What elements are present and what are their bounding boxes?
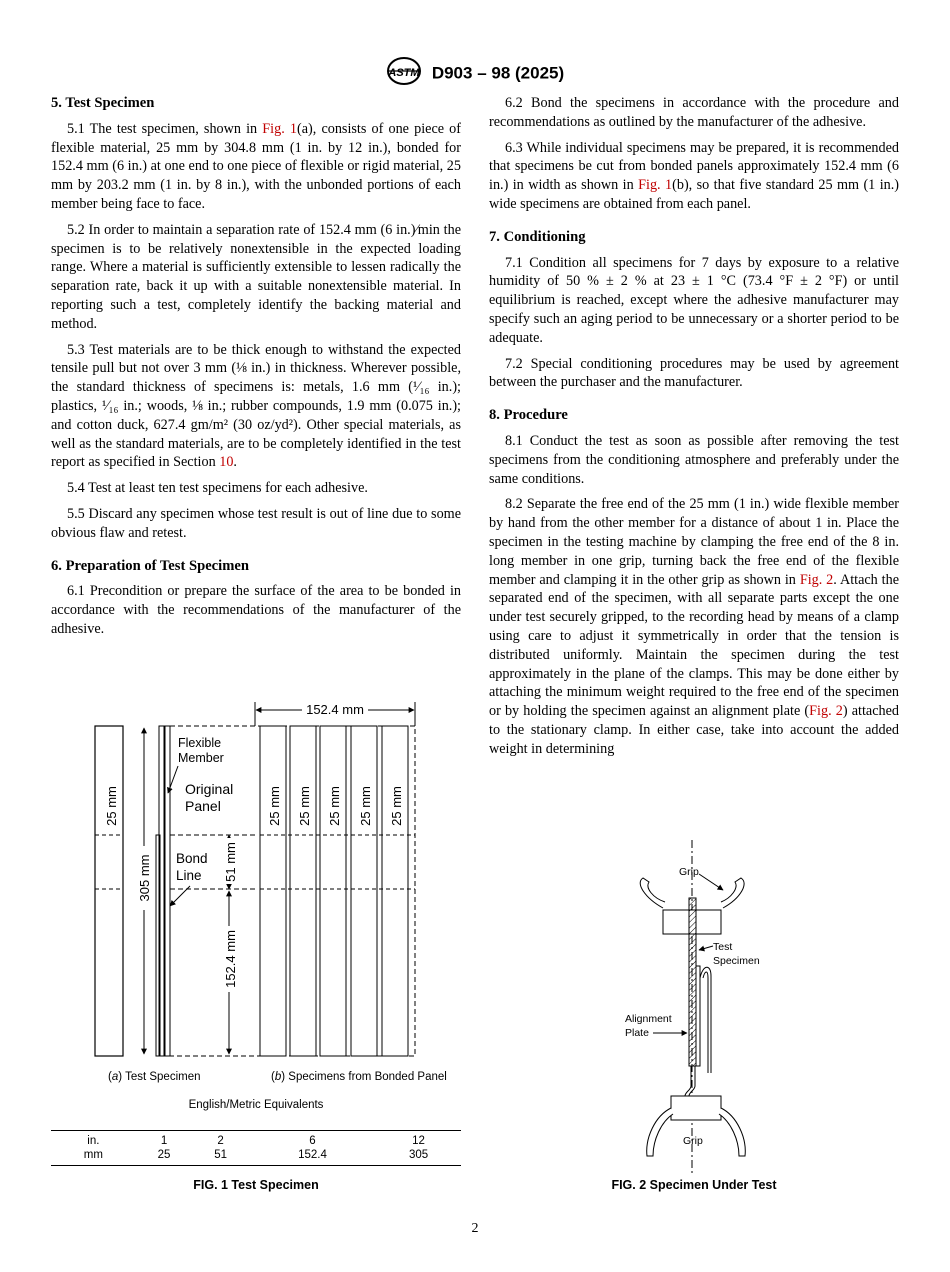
fig1-link[interactable]: Fig. 1 (262, 120, 298, 137)
label-flexible: Flexible (178, 736, 222, 750)
page-number: 2 (471, 1221, 479, 1236)
dim-25-b3: 25 mm (327, 786, 342, 826)
label-original: Original (185, 781, 234, 797)
paragraph-5-3: 5.3 Test materials are to be thick enough to withstand the expected tensile pull but not over 3 mm (⅛ in.) in thickness. Wherever possible, the standard thickness of specimens is: metals, 1.6 mm (¹⁄₁₆ in.); plastics, ¹⁄₁₆ in.; woods, ⅛ in.; rubber compounds, 1.9 mm (0.075 in.); and cotton duck, 627.4 gm/m² (30 oz/yd²). Other special materials, as well as the standard materials, are to be completely identified in the test report as specified in Section 10. (51, 341, 461, 471)
fig2-drawing (615, 838, 795, 1178)
section-6-title: 6. Preparation of Test Specimen (51, 557, 249, 574)
paragraph-5-1: 5.1 The test specimen, shown in Fig. 1(a), consists of one piece of flexible material, 25 mm by 304.8 mm (1 in. by 12 in.), bonded for 152.4 mm (6 in.) at one end to one piece of flexible or rigid material, 25 mm by 203.2 mm (1 in. by 8 in.), with the unbonded portions of each member being face to face. (51, 120, 461, 212)
table-row: mm 25 51 152.4 305 (83, 1149, 429, 1161)
dim-25-b1: 25 mm (267, 786, 282, 826)
dim-25-b4: 25 mm (358, 786, 373, 826)
paragraph-8-1: 8.1 Conduct the test as soon as possible after removing the test specimens from the conditioning atmosphere and preferably under the same conditions. (489, 432, 899, 487)
paragraph-5-2: 5.2 In order to maintain a separation rate of 152.4 mm (6 in.)⁄min the specimen is to be relatively nonextensible in the expected loading range. Where a material is sufficiently extensible to lessen radically the separation rate, back it up with a suitable nonextensible material. In reporting such a test, completely identify the backing material and method. (51, 221, 461, 332)
paragraph-6-1: 6.1 Precondition or prepare the surface of the area to be bonded in accordance with the recommendations of the manufacturer of the adhesive. (51, 583, 461, 637)
dim-305: 305 mm (137, 854, 152, 902)
table-row: in. 1 2 6 12 (87, 1135, 425, 1147)
paragraph-6-2: 6.2 Bond the specimens in accordance with the procedure and recommendations as outlined by the manufacturer of the adhesive. (489, 95, 899, 130)
paragraph-6-3: 6.3 While individual specimens may be prepared, it is recommended that specimens be cut from bonded panels approximately 152.4 mm (6 in.) in width as shown in Fig. 1(b), so that five standard 25 mm (1 in.) wide specimens are obtained from each panel. (489, 139, 900, 212)
fig1-caption: FIG. 1 Test Specimen (193, 1178, 319, 1192)
paragraph-7-2: 7.2 Special conditioning procedures may be used by agreement between the purchaser and the manufacturer. (489, 355, 899, 391)
section-5-title: 5. Test Specimen (51, 95, 155, 111)
fig2-grip-top: Grip (679, 866, 699, 878)
section-8-title: 8. Procedure (489, 407, 568, 424)
section-10-link[interactable]: 10 (219, 454, 234, 471)
panel-strips (260, 726, 415, 1056)
paragraph-5-4: 5.4 Test at least ten test specimens for each adhesive. (67, 480, 368, 497)
section-7-title: 7. Conditioning (489, 228, 586, 245)
page-header (0, 56, 950, 91)
fig2-plate: Plate (625, 1027, 649, 1039)
label-line: Line (176, 868, 202, 883)
dim-51: 51 mm (223, 842, 238, 882)
fig2-link-2[interactable]: Fig. 2 (809, 703, 843, 720)
dim-25-a: 25 mm (104, 786, 119, 826)
paragraph-8-2: 8.2 Separate the free end of the 25 mm (1 in.) wide flexible member by hand from the other member for a distance of about 1 in. Place the specimen in the testing machine by clamping the free end of the 8 in. long member in one grip, turning back the free end of the flexible member and clamping it in the other grip as shown in Fig. 2. Attach the separated end of the specimen, with all separate parts except the one under test securely gripped, to the recording head by means of a clamp using care to adjust it symmetrically in order that the tension is distributed uniformly. Maintain the specimen during the test approximately in the plane of the clamps. This may be done either by attaching the minimum weight required to the free end of the specimen or by holding the specimen against an alignment plate (Fig. 2) attached to the stationary clamp. In either case, take into account the added weight in determining (489, 496, 899, 757)
dim-25-b2: 25 mm (297, 786, 312, 826)
astm-logo-icon (386, 56, 422, 91)
fig2-grip-bottom: Grip (683, 1135, 703, 1147)
fig1-link-2[interactable]: Fig. 1 (638, 177, 673, 194)
fig2-caption: FIG. 2 Specimen Under Test (611, 1178, 777, 1192)
right-column (489, 94, 899, 766)
dim-152-4-top: 152.4 mm (306, 702, 364, 717)
left-column (51, 94, 461, 646)
fig1b-label: (b) Specimens from Bonded Panel (271, 1071, 447, 1083)
paragraph-7-1: 7.1 Condition all specimens for 7 days by exposure to a relative humidity of 50 % ± 2 % at 23 ± 1 °C (73.4 °F ± 2 °F) or until equilibrium is reached, except where the adhesive manufacturer may specify such an aging period to be unnecessary or a shorter period to be adequate. (489, 254, 899, 346)
dim-152-4-vertical: 152.4 mm (223, 930, 238, 988)
label-member: Member (178, 751, 224, 765)
fig2-link[interactable]: Fig. 2 (799, 571, 834, 588)
fig1a-label: (a) Test Specimen (108, 1071, 201, 1083)
dim-25-b5: 25 mm (389, 786, 404, 826)
fig2-specimen: Specimen (713, 955, 760, 967)
fig1-drawing (90, 698, 420, 1090)
svg-text:ASTM: ASTM (388, 67, 420, 79)
fig2-test: Test (713, 941, 733, 953)
equivalents-table (51, 1130, 461, 1166)
label-panel: Panel (185, 798, 221, 814)
equivalents-title: English/Metric Equivalents (188, 1099, 324, 1111)
fig2-alignment: Alignment (625, 1013, 672, 1025)
paragraph-5-5: 5.5 Discard any specimen whose test result is out of line due to some obvious flaw and retest. (51, 505, 461, 541)
standard-designation: D903 – 98 (2025) (431, 63, 565, 83)
label-bond: Bond (176, 851, 208, 866)
